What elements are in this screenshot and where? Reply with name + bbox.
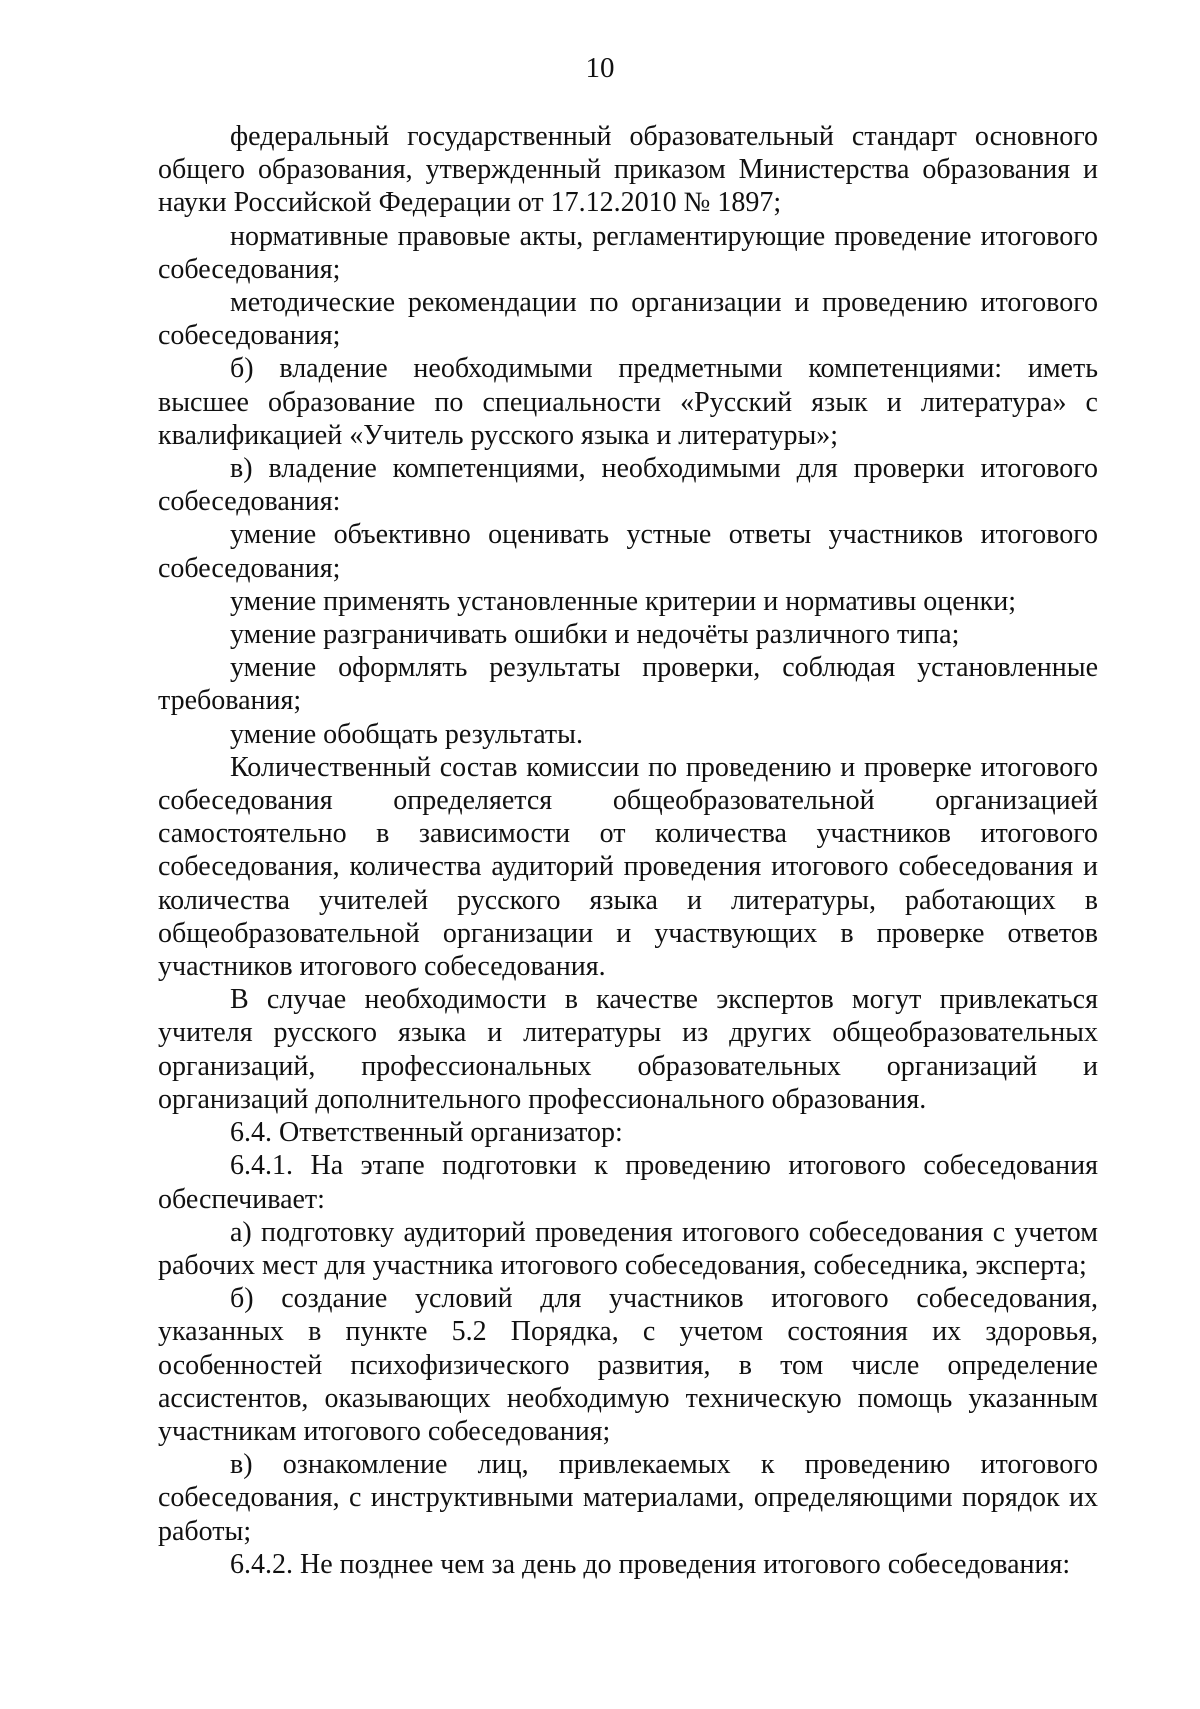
paragraph-item-v: в) ознакомление лиц, привлекаемых к проведению итогового собеседования, с инструктивными материалами, определяющими порядок их работы; (158, 1449, 1098, 1547)
paragraph-checking-competencies: в) владение компетенциями, необходимыми для проверки итогового собеседования: (158, 453, 1098, 518)
paragraph-normative-acts: нормативные правовые акты, регламентирующие проведение итогового собеседования; (158, 220, 1098, 285)
paragraph-skill-criteria: умение применять установленные критерии и нормативы оценки; (230, 585, 1017, 617)
paragraph-skill-evaluate: умение объективно оценивать устные ответы участников итогового собеседования; (158, 519, 1098, 584)
paragraph-external-experts: В случае необходимости в качестве экспертов могут привлекаться учителя русского языка и литературы из других общеобразовательных организаций, профессиональных образовательных организаций и организаций дополнительного профессионального образования. (158, 984, 1098, 1115)
paragraph-methodical-recommendations: методические рекомендации по организации и проведению итогового собеседования; (158, 287, 1098, 352)
paragraph-commission-size: Количественный состав комиссии по проведению и проверке итогового собеседования определяется общеобразовательной организацией самостоятельно в зависимости от количества участников итогового собеседования, количества аудиторий проведения итогового собеседования и количества учителей русского языка и литературы, работающих в общеобразовательной организации и участвующих в проверке ответов участников итогового собеседования. (158, 751, 1098, 983)
paragraph-item-a: а) подготовку аудиторий проведения итогового собеседования с учетом рабочих мест для участника итогового собеседования, собеседника, эксперта; (158, 1216, 1098, 1281)
paragraph-standard: федеральный государственный образовательный стандарт основного общего образования, утвержденный приказом Министерства образования и науки Российской Федерации от 17.12.2010 № 1897; (158, 121, 1098, 219)
section-heading-6-4-2: 6.4.2. Не позднее чем за день до проведения итогового собеседования: (230, 1548, 1071, 1580)
document-body (158, 120, 1098, 1581)
section-heading-6-4: 6.4. Ответственный организатор: (230, 1117, 623, 1149)
section-heading-6-4-1: 6.4.1. На этапе подготовки к проведению итогового собеседования обеспечивает: (158, 1150, 1098, 1215)
paragraph-item-b: б) создание условий для участников итогового собеседования, указанных в пункте 5.2 Порядка, с учетом состояния их здоровья, особенностей психофизического развития, в том числе определение ассистентов, оказывающих необходимую техническую помощь указанным участникам итогового собеседования; (158, 1283, 1098, 1447)
page-number: 10 (585, 52, 615, 84)
paragraph-subject-competencies: б) владение необходимыми предметными компетенциями: иметь высшее образование по специальности «Русский язык и литература» с квалификацией «Учитель русского языка и литературы»; (158, 353, 1098, 451)
paragraph-skill-summarize: умение обобщать результаты. (230, 718, 583, 750)
paragraph-skill-distinguish: умение разграничивать ошибки и недочёты различного типа; (230, 619, 960, 651)
paragraph-skill-formalize: умение оформлять результаты проверки, соблюдая установленные требования; (158, 652, 1098, 717)
